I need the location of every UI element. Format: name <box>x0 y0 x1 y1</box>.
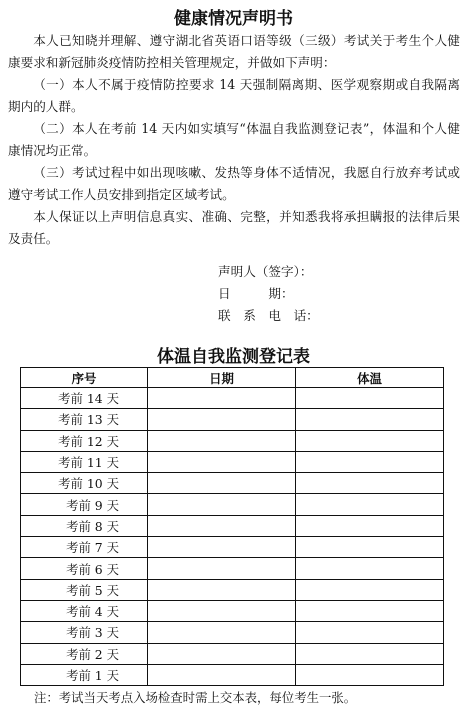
temperature-cell[interactable] <box>296 558 444 579</box>
row-index-cell: 考前 9 天 <box>21 494 148 515</box>
temperature-cell[interactable] <box>296 473 444 494</box>
temperature-cell[interactable] <box>296 664 444 685</box>
row-index-cell: 考前 3 天 <box>21 622 148 643</box>
table-row <box>21 388 444 409</box>
row-index-cell: 考前 10 天 <box>21 473 148 494</box>
temperature-cell[interactable] <box>296 579 444 600</box>
table-row <box>21 515 444 536</box>
table-header-row <box>21 368 444 388</box>
temperature-cell[interactable] <box>296 494 444 515</box>
table-row <box>21 643 444 664</box>
row-index-cell: 考前 1 天 <box>21 664 148 685</box>
declaration-item-1: （一）本人不属于疫情防控要求 14 天强制隔离期、医学观察期或自我隔离期内的人群。 <box>8 77 460 114</box>
declaration-body <box>8 30 460 250</box>
declaration-guarantee: 本人保证以上声明信息真实、准确、完整，并知悉我将承担瞒报的法律后果及责任。 <box>8 209 460 246</box>
declaration-intro: 本人已知晓并理解、遵守湖北省英语口语等级（三级）考试关于考生个人健康要求和新冠肺炎疫情防控相关管理规定，并做如下声明： <box>8 33 460 70</box>
log-table-title: 体温自我监测登记表 <box>157 347 310 367</box>
table-row <box>21 664 444 685</box>
row-index-cell: 考前 14 天 <box>21 388 148 409</box>
temperature-cell[interactable] <box>296 643 444 664</box>
date-cell[interactable] <box>148 494 296 515</box>
table-row <box>21 579 444 600</box>
temperature-cell[interactable] <box>296 451 444 472</box>
table-row <box>21 451 444 472</box>
date-cell[interactable] <box>148 537 296 558</box>
date-cell[interactable] <box>148 473 296 494</box>
date-cell[interactable] <box>148 600 296 621</box>
contact-line[interactable]: 联 系 电 话： <box>218 308 319 323</box>
table-row <box>21 558 444 579</box>
declaration-item-3: （三）考试过程中如出现咳嗽、发热等身体不适情况，我愿自行放弃考试或遵守考试工作人员安排到指定区域考试。 <box>8 165 460 202</box>
date-cell[interactable] <box>148 622 296 643</box>
table-row <box>21 600 444 621</box>
row-index-cell: 考前 5 天 <box>21 579 148 600</box>
header-temperature: 体温 <box>296 368 444 388</box>
temperature-cell[interactable] <box>296 430 444 451</box>
date-cell[interactable] <box>148 558 296 579</box>
declaration-item-2: （二）本人在考前 14 天内如实填写“体温自我监测登记表”，体温和个人健康情况均正常。 <box>8 121 460 158</box>
declaration-title: 健康情况声明书 <box>174 9 293 29</box>
date-cell[interactable] <box>148 515 296 536</box>
signature-line[interactable]: 声明人（签字）： <box>218 264 313 279</box>
date-cell[interactable] <box>148 409 296 430</box>
date-cell[interactable] <box>148 664 296 685</box>
table-row <box>21 622 444 643</box>
temperature-cell[interactable] <box>296 409 444 430</box>
temperature-cell[interactable] <box>296 388 444 409</box>
table-body <box>21 388 444 686</box>
header-date: 日期 <box>148 368 296 388</box>
row-index-cell: 考前 11 天 <box>21 451 148 472</box>
row-index-cell: 考前 2 天 <box>21 643 148 664</box>
date-cell[interactable] <box>148 430 296 451</box>
temperature-cell[interactable] <box>296 600 444 621</box>
temperature-log-table <box>20 367 444 686</box>
table-row <box>21 494 444 515</box>
row-index-cell: 考前 4 天 <box>21 600 148 621</box>
date-cell[interactable] <box>148 451 296 472</box>
row-index-cell: 考前 6 天 <box>21 558 148 579</box>
footer-note: 注：考试当天考点入场检查时需上交本表，每位考生一张。 <box>34 690 357 705</box>
row-index-cell: 考前 7 天 <box>21 537 148 558</box>
date-cell[interactable] <box>148 643 296 664</box>
temperature-cell[interactable] <box>296 622 444 643</box>
date-cell[interactable] <box>148 579 296 600</box>
date-line[interactable]: 日 期： <box>218 286 294 301</box>
row-index-cell: 考前 8 天 <box>21 515 148 536</box>
temperature-cell[interactable] <box>296 537 444 558</box>
table-row <box>21 537 444 558</box>
temperature-cell[interactable] <box>296 515 444 536</box>
header-index: 序号 <box>21 368 148 388</box>
date-cell[interactable] <box>148 388 296 409</box>
row-index-cell: 考前 13 天 <box>21 409 148 430</box>
table-row <box>21 430 444 451</box>
table-row <box>21 473 444 494</box>
row-index-cell: 考前 12 天 <box>21 430 148 451</box>
table-row <box>21 409 444 430</box>
